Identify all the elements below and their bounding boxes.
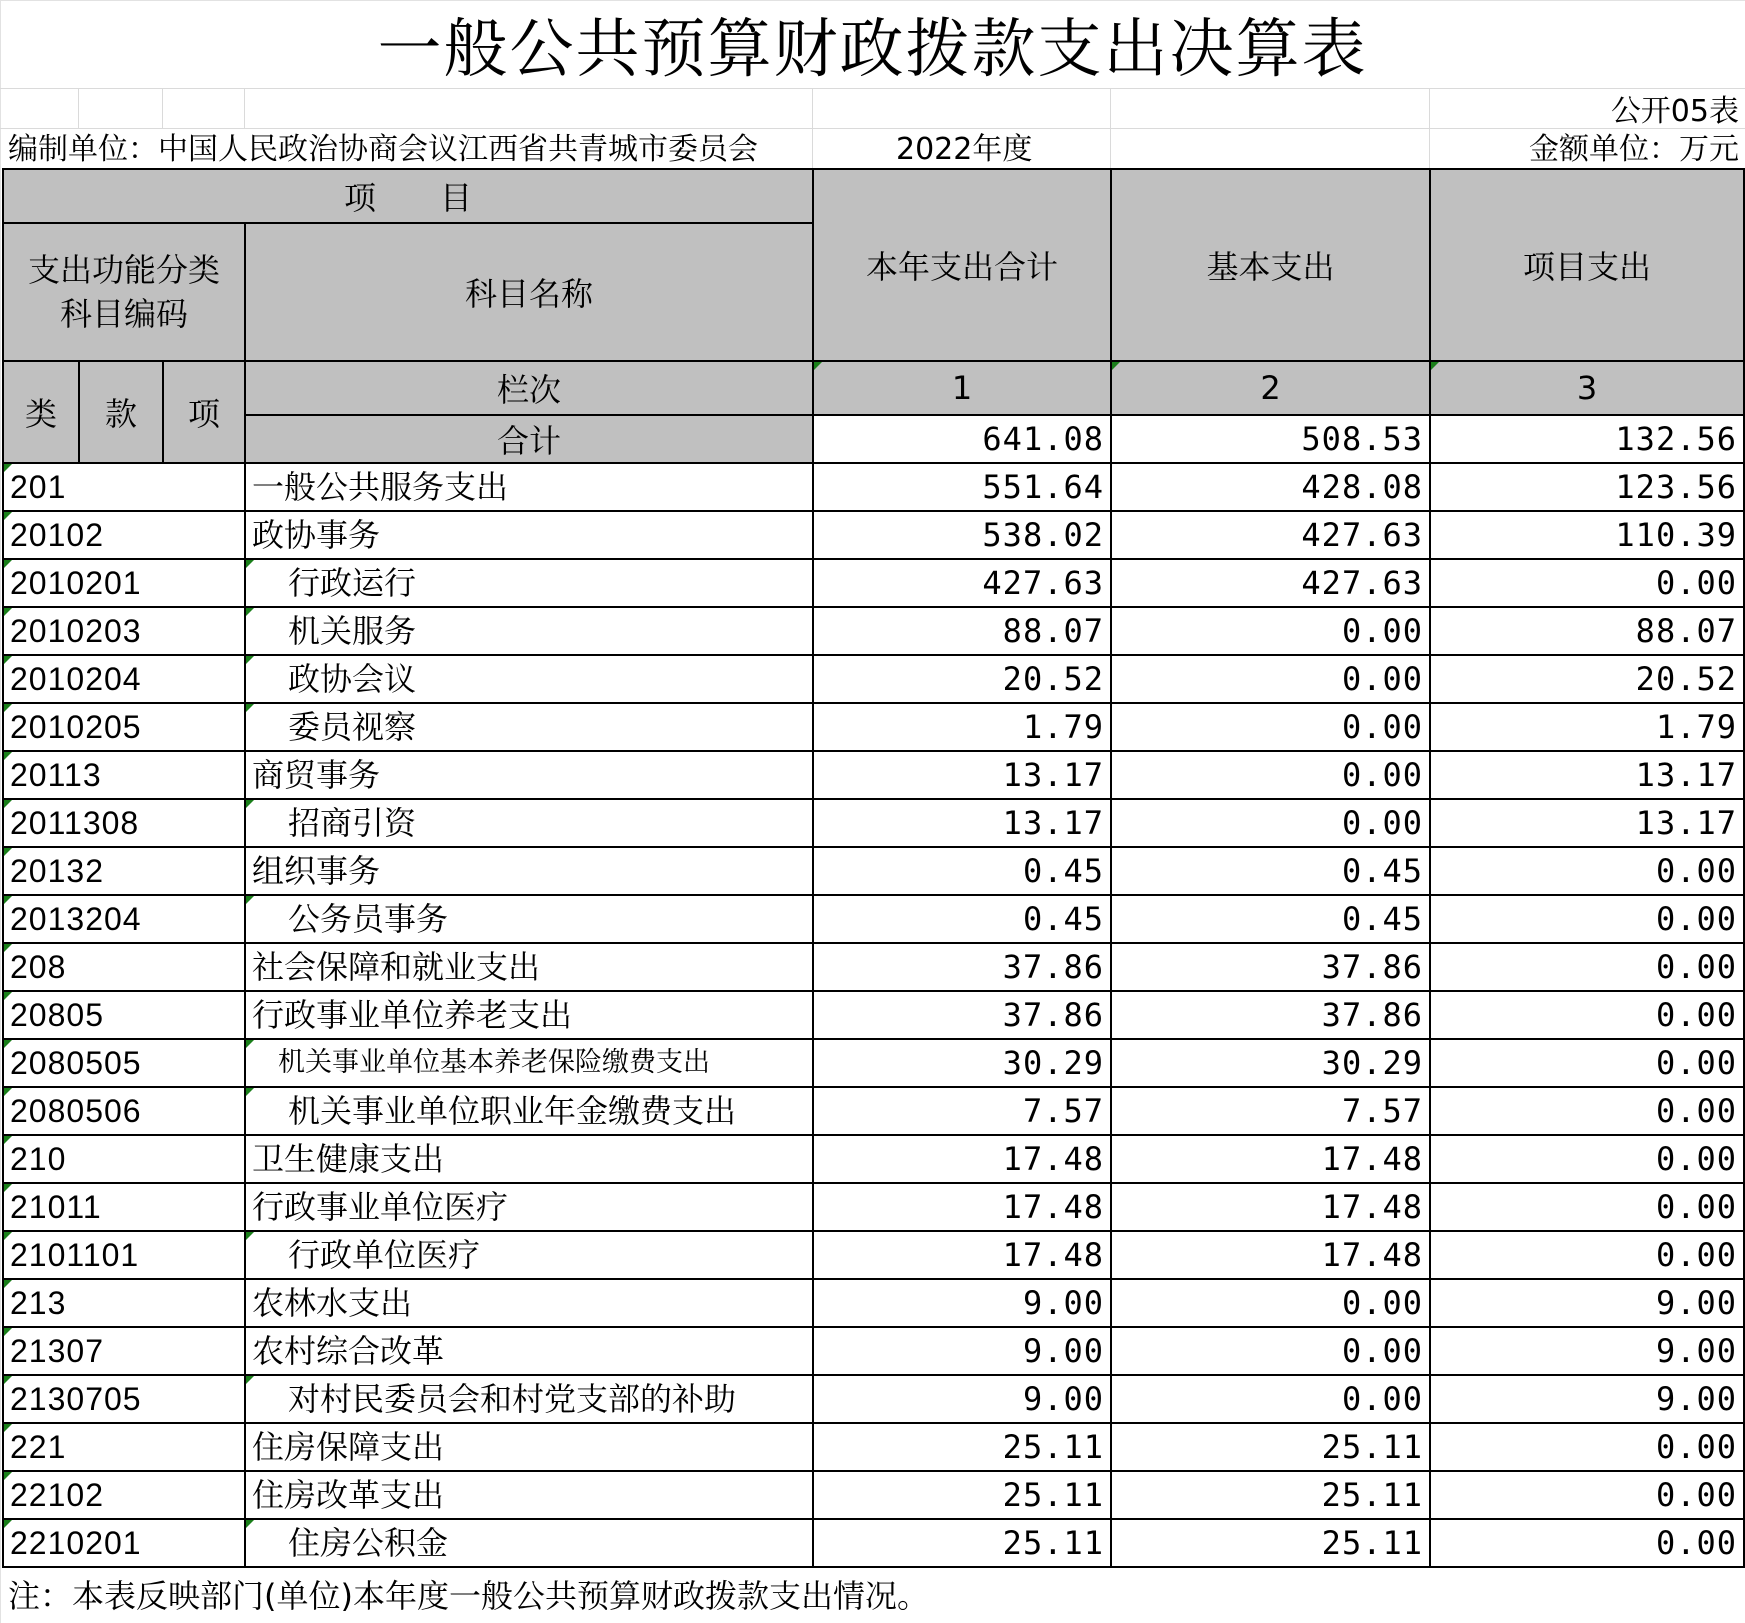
header-basic: 基本支出	[1111, 169, 1430, 361]
amount-unit: 金额单位：万元	[1529, 132, 1739, 167]
row-code: 2080506	[3, 1087, 245, 1135]
row-project: 13.17	[1430, 751, 1744, 799]
row-total: 88.07	[813, 607, 1111, 655]
row-name: 公务员事务	[245, 895, 813, 943]
row-basic: 7.57	[1111, 1087, 1430, 1135]
page-title: 一般公共预算财政拨款支出决算表	[377, 13, 1368, 87]
row-basic: 25.11	[1111, 1471, 1430, 1519]
table-row	[3, 511, 1744, 559]
table-row	[3, 1471, 1744, 1519]
row-code: 2011308	[3, 799, 245, 847]
row-code: 201	[3, 463, 245, 511]
row-basic: 37.86	[1111, 991, 1430, 1039]
row-basic: 0.00	[1111, 607, 1430, 655]
header-lei: 类	[3, 361, 79, 463]
row-name: 商贸事务	[245, 751, 813, 799]
row-project: 0.00	[1430, 895, 1744, 943]
row-basic: 25.11	[1111, 1423, 1430, 1471]
compiling-unit: 编制单位：中国人民政治协商会议江西省共青城市委员会	[8, 132, 758, 167]
row-project: 0.00	[1430, 1087, 1744, 1135]
expenditure-table	[2, 168, 1745, 1568]
row-basic: 17.48	[1111, 1183, 1430, 1231]
row-project: 110.39	[1430, 511, 1744, 559]
row-basic: 30.29	[1111, 1039, 1430, 1087]
table-row	[3, 1519, 1744, 1567]
row-basic: 37.86	[1111, 943, 1430, 991]
gridline	[1110, 88, 1111, 168]
table-row	[3, 1375, 1744, 1423]
row-total: 30.29	[813, 1039, 1111, 1087]
row-code: 20113	[3, 751, 245, 799]
row-code: 21011	[3, 1183, 245, 1231]
header-lanci: 栏次	[245, 361, 813, 415]
table-row	[3, 799, 1744, 847]
header-col-2: 2	[1111, 361, 1430, 415]
gridline	[0, 128, 1745, 129]
row-project: 0.00	[1430, 1039, 1744, 1087]
table-row	[3, 751, 1744, 799]
row-total: 551.64	[813, 463, 1111, 511]
row-project: 20.52	[1430, 655, 1744, 703]
row-project: 9.00	[1430, 1279, 1744, 1327]
table-row	[3, 895, 1744, 943]
row-project: 0.00	[1430, 1519, 1744, 1567]
row-project: 0.00	[1430, 559, 1744, 607]
table-row	[3, 463, 1744, 511]
row-code: 2130705	[3, 1375, 245, 1423]
row-basic: 0.00	[1111, 751, 1430, 799]
row-name: 机关事业单位职业年金缴费支出	[245, 1087, 813, 1135]
gridline	[0, 88, 1745, 89]
total-basic: 508.53	[1111, 415, 1430, 463]
fiscal-year: 2022年度	[896, 132, 1033, 167]
row-name: 农村综合改革	[245, 1327, 813, 1375]
row-basic: 427.63	[1111, 559, 1430, 607]
row-name: 政协事务	[245, 511, 813, 559]
row-code: 2210201	[3, 1519, 245, 1567]
row-name: 住房改革支出	[245, 1471, 813, 1519]
row-project: 88.07	[1430, 607, 1744, 655]
table-row	[3, 1423, 1744, 1471]
table-row	[3, 607, 1744, 655]
row-code: 2010204	[3, 655, 245, 703]
row-code: 2010205	[3, 703, 245, 751]
row-basic: 0.00	[1111, 1375, 1430, 1423]
row-project: 13.17	[1430, 799, 1744, 847]
row-code: 213	[3, 1279, 245, 1327]
row-total: 9.00	[813, 1375, 1111, 1423]
row-total: 13.17	[813, 751, 1111, 799]
row-name: 机关事业单位基本养老保险缴费支出	[245, 1039, 813, 1087]
row-total: 25.11	[813, 1519, 1111, 1567]
table-body	[3, 463, 1744, 1567]
row-name: 行政事业单位养老支出	[245, 991, 813, 1039]
row-code: 22102	[3, 1471, 245, 1519]
row-code: 2010201	[3, 559, 245, 607]
gridline	[162, 88, 163, 128]
row-basic: 0.45	[1111, 847, 1430, 895]
row-basic: 25.11	[1111, 1519, 1430, 1567]
total-amount: 641.08	[813, 415, 1111, 463]
header-total: 本年支出合计	[813, 169, 1111, 361]
row-name: 委员视察	[245, 703, 813, 751]
row-name: 住房公积金	[245, 1519, 813, 1567]
total-project: 132.56	[1430, 415, 1744, 463]
row-code: 210	[3, 1135, 245, 1183]
row-project: 0.00	[1430, 1135, 1744, 1183]
row-code: 2101101	[3, 1231, 245, 1279]
row-project: 123.56	[1430, 463, 1744, 511]
row-name: 行政运行	[245, 559, 813, 607]
row-total: 9.00	[813, 1279, 1111, 1327]
row-total: 17.48	[813, 1183, 1111, 1231]
header-name: 科目名称	[245, 223, 813, 361]
header-project: 项 目	[3, 169, 813, 223]
row-basic: 427.63	[1111, 511, 1430, 559]
row-code: 2080505	[3, 1039, 245, 1087]
row-basic: 17.48	[1111, 1135, 1430, 1183]
row-total: 13.17	[813, 799, 1111, 847]
row-project: 9.00	[1430, 1375, 1744, 1423]
row-project: 9.00	[1430, 1327, 1744, 1375]
row-total: 7.57	[813, 1087, 1111, 1135]
row-basic: 0.00	[1111, 1327, 1430, 1375]
row-project: 0.00	[1430, 1471, 1744, 1519]
row-basic: 0.00	[1111, 1279, 1430, 1327]
row-basic: 0.00	[1111, 703, 1430, 751]
form-number: 公开05表	[1610, 94, 1739, 129]
table-row	[3, 1327, 1744, 1375]
header-col-1: 1	[813, 361, 1111, 415]
table-row	[3, 991, 1744, 1039]
table-row	[3, 1183, 1744, 1231]
header-xiang: 项	[163, 361, 245, 463]
row-total: 427.63	[813, 559, 1111, 607]
gridline	[1429, 88, 1430, 168]
row-name: 一般公共服务支出	[245, 463, 813, 511]
table-row	[3, 847, 1744, 895]
row-basic: 0.00	[1111, 799, 1430, 847]
gridline	[78, 88, 79, 128]
row-project: 0.00	[1430, 1423, 1744, 1471]
row-basic: 0.45	[1111, 895, 1430, 943]
row-name: 住房保障支出	[245, 1423, 813, 1471]
row-project: 1.79	[1430, 703, 1744, 751]
row-name: 行政单位医疗	[245, 1231, 813, 1279]
header-kuan: 款	[79, 361, 163, 463]
table-row	[3, 1135, 1744, 1183]
footnote: 注：本表反映部门(单位)本年度一般公共预算财政拨款支出情况。	[8, 1577, 929, 1615]
row-total: 0.45	[813, 847, 1111, 895]
table-row	[3, 1279, 1744, 1327]
row-project: 0.00	[1430, 991, 1744, 1039]
table-row	[3, 1039, 1744, 1087]
row-total: 538.02	[813, 511, 1111, 559]
row-total: 9.00	[813, 1327, 1111, 1375]
row-code: 20805	[3, 991, 245, 1039]
header-heji: 合计	[245, 415, 813, 463]
header-col-3: 3	[1430, 361, 1744, 415]
row-total: 20.52	[813, 655, 1111, 703]
row-name: 行政事业单位医疗	[245, 1183, 813, 1231]
header-project-expense: 项目支出	[1430, 169, 1744, 361]
row-name: 农林水支出	[245, 1279, 813, 1327]
table-row	[3, 1231, 1744, 1279]
row-code: 21307	[3, 1327, 245, 1375]
table-row	[3, 943, 1744, 991]
row-name: 组织事务	[245, 847, 813, 895]
row-total: 37.86	[813, 991, 1111, 1039]
row-basic: 0.00	[1111, 655, 1430, 703]
row-basic: 428.08	[1111, 463, 1430, 511]
row-total: 1.79	[813, 703, 1111, 751]
header-code-group: 支出功能分类 科目编码	[3, 223, 245, 361]
row-name: 机关服务	[245, 607, 813, 655]
row-code: 221	[3, 1423, 245, 1471]
row-project: 0.00	[1430, 1183, 1744, 1231]
row-code: 20102	[3, 511, 245, 559]
row-name: 社会保障和就业支出	[245, 943, 813, 991]
table-row	[3, 1087, 1744, 1135]
row-code: 208	[3, 943, 245, 991]
row-name: 招商引资	[245, 799, 813, 847]
row-code: 20132	[3, 847, 245, 895]
row-total: 37.86	[813, 943, 1111, 991]
gridline	[244, 88, 245, 128]
gridline	[812, 88, 813, 168]
row-project: 0.00	[1430, 943, 1744, 991]
row-name: 对村民委员会和村党支部的补助	[245, 1375, 813, 1423]
table-row	[3, 559, 1744, 607]
row-total: 17.48	[813, 1231, 1111, 1279]
table-row	[3, 703, 1744, 751]
row-total: 17.48	[813, 1135, 1111, 1183]
row-code: 2010203	[3, 607, 245, 655]
table-row	[3, 655, 1744, 703]
row-basic: 17.48	[1111, 1231, 1430, 1279]
row-total: 25.11	[813, 1423, 1111, 1471]
row-project: 0.00	[1430, 847, 1744, 895]
row-code: 2013204	[3, 895, 245, 943]
row-total: 25.11	[813, 1471, 1111, 1519]
row-name: 政协会议	[245, 655, 813, 703]
row-name: 卫生健康支出	[245, 1135, 813, 1183]
row-total: 0.45	[813, 895, 1111, 943]
row-project: 0.00	[1430, 1231, 1744, 1279]
